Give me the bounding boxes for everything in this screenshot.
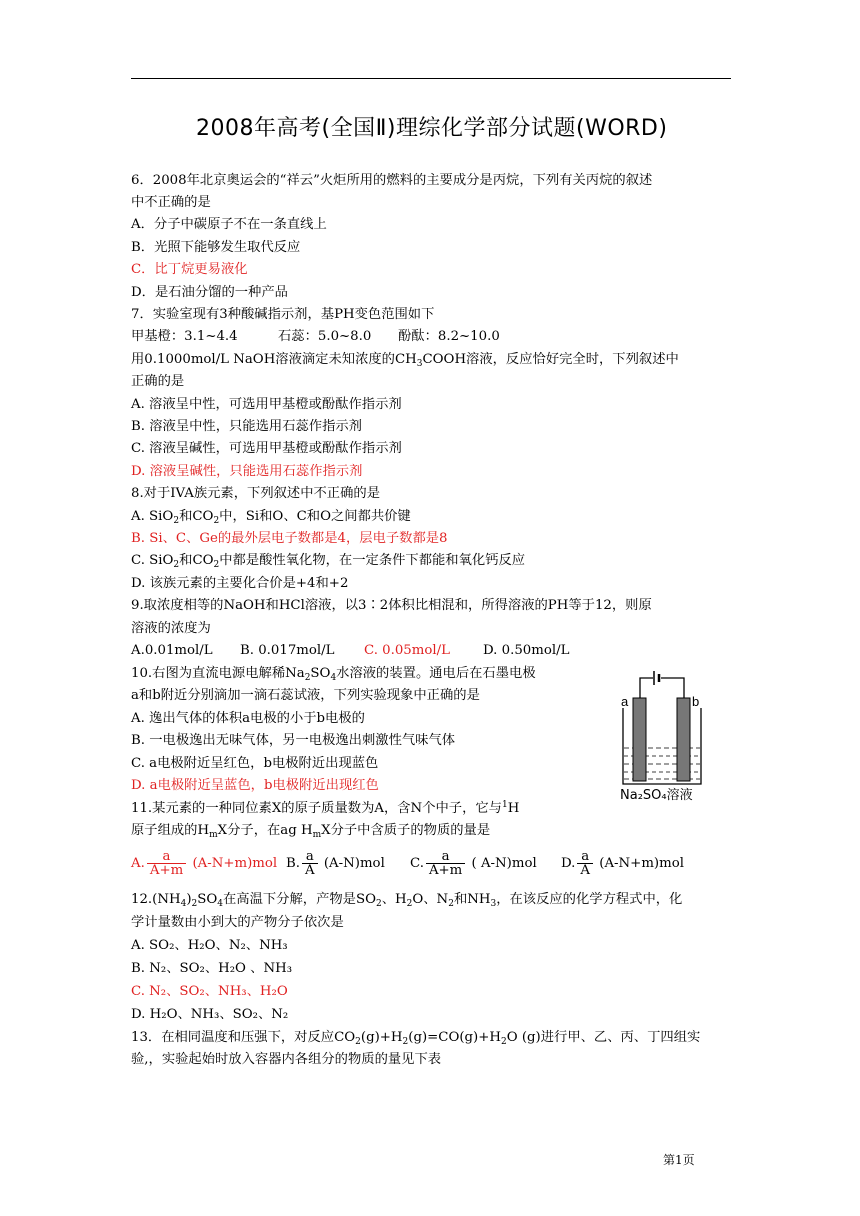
q12-option-c-answer: C. N₂、SO₂、NH₃、H₂O bbox=[131, 984, 288, 999]
q9-option-a: A.0.01mol/L bbox=[131, 643, 213, 658]
q10-option-a: A. 逸出气体的体积a电极的小于b电极的 bbox=[131, 711, 365, 726]
q7-option-a: A. 溶液呈中性，可选用甲基橙或酚酞作指示剂 bbox=[131, 397, 402, 412]
q12-stem-line1: $12.(NH_4)_2SO_4$在高温下分解，产物是$SO_2$、$H_2O$、$N_2$和$NH_3$，在该反应的化学方程式中，化 bbox=[131, 892, 683, 909]
q10-option-d-answer: D. a电极附近呈蓝色，b电极附近出现红色 bbox=[131, 778, 379, 793]
q9-stem-line1: 9.取浓度相等的NaOH和HCl溶液，以3∶2体积比相混和，所得溶液的PH等于12，则原 bbox=[131, 598, 652, 613]
q6-option-a: A．分子中碳原子不在一条直线上 bbox=[131, 217, 327, 232]
q13-stem-line1: 13．在相同温度和压强下，对反应$CO_2(g)+H_2(g)=CO(g)+H_2O$ (g)进行甲、乙、丙、丁四组实 bbox=[131, 1030, 701, 1047]
q11-option-b: B. $\frac{a}{A}$ (A-N)mol bbox=[286, 849, 385, 878]
figure-caption: Na₂SO₄溶液 bbox=[620, 788, 693, 803]
q12-option-a: A. SO₂、H₂O、N₂、NH₃ bbox=[131, 938, 288, 953]
q12-stem-line2: 学计量数由小到大的产物分子依次是 bbox=[131, 915, 344, 930]
q7-stem-line2: 用0.1000mol/L NaOH溶液滴定未知浓度的$CH_3COOH$溶液，反应恰好完全时，下列叙述中 bbox=[131, 352, 679, 369]
q8-stem: 8.对于IVA族元素，下列叙述中不正确的是 bbox=[131, 486, 380, 501]
q6-option-d: D．是石油分馏的一种产品 bbox=[131, 285, 288, 300]
q9-option-c-answer: C. 0.05mol/L bbox=[364, 643, 450, 658]
q9-option-d: D. 0.50mol/L bbox=[483, 643, 570, 658]
q11-option-c: C. $\frac{a}{A+m}$ ( A-N)mol bbox=[410, 849, 537, 878]
q11-option-a-answer: A. $\frac{a}{A+m}$ (A-N+m)mol bbox=[131, 849, 278, 878]
q6-option-c-answer: C．比丁烷更易液化 bbox=[131, 262, 248, 277]
q7-indicator-litmus: 石蕊：5.0~8.0 bbox=[278, 329, 372, 344]
q6-stem-line1: 6．2008年北京奥运会的“祥云”火炬所用的燃料的主要成分是丙烷，下列有关丙烷的叙述 bbox=[131, 173, 653, 188]
q7-indicator-methyl-orange: 甲基橙：3.1~4.4 bbox=[131, 329, 238, 344]
q7-indicator-phenolphthalein: 酚酞：8.2~10.0 bbox=[398, 329, 500, 344]
electrode-a-label: a bbox=[621, 694, 629, 709]
q10-option-c: C. a电极附近呈红色，b电极附近出现蓝色 bbox=[131, 756, 379, 771]
q7-stem-line1: 7．实验室现有3种酸碱指示剂，基PH变色范围如下 bbox=[131, 307, 435, 322]
q11-stem-line2: 原子组成的$H_mX$分子，在ag $H_mX$分子中含质子的物质的量是 bbox=[131, 823, 491, 840]
q7-option-d-answer: D. 溶液呈碱性，只能选用石蕊作指示剂 bbox=[131, 464, 363, 479]
q7-option-b: B. 溶液呈中性，只能选用石蕊作指示剂 bbox=[131, 419, 362, 434]
q8-option-c: C. SiO$_2$和$CO_2$中都是酸性氧化物，在一定条件下都能和氧化钙反应 bbox=[131, 553, 526, 570]
q8-option-b-answer: B. Si、C、Ge的最外层电子数都是4，层电子数都是8 bbox=[131, 531, 448, 546]
q7-option-c: C. 溶液呈碱性，可选用甲基橙或酚酞作指示剂 bbox=[131, 441, 402, 456]
q13-stem-line2: 验,，实验起始时放入容器内各组分的物质的量见下表 bbox=[131, 1052, 442, 1067]
q6-option-b: B．光照下能够发生取代反应 bbox=[131, 240, 301, 255]
q12-option-b: B. N₂、SO₂、H₂O 、NH₃ bbox=[131, 961, 293, 976]
q10-stem-line2: a和b附近分别滴加一滴石蕊试液，下列实验现象中正确的是 bbox=[131, 688, 480, 703]
document-title: 2008年高考(全国Ⅱ)理综化学部分试题(WORD) bbox=[196, 116, 668, 141]
q9-option-b: B. 0.017mol/L bbox=[240, 643, 335, 658]
q11-option-d: D. $\frac{a}{A}$ (A-N+m)mol bbox=[561, 849, 684, 878]
q7-stem-line3: 正确的是 bbox=[131, 374, 185, 389]
header-rule bbox=[131, 78, 731, 79]
q11-stem-line1: 11.某元素的一种同位素X的原子质量数为A，含N个中子，它与$^1$H bbox=[131, 800, 520, 816]
q6-stem-line2: 中不正确的是 bbox=[131, 195, 211, 210]
q10-stem-line1: 10.右图为直流电源电解稀$Na_2SO_4$水溶液的装置。通电后在石墨电极 bbox=[131, 666, 536, 683]
page-number: 第1页 bbox=[663, 1153, 695, 1167]
q8-option-a: A. SiO$_2$和$CO_2$中，Si和O、C和O之间都共价键 bbox=[131, 509, 411, 526]
q9-stem-line2: 溶液的浓度为 bbox=[131, 621, 211, 636]
q8-option-d: D. 该族元素的主要化合价是+4和+2 bbox=[131, 576, 349, 591]
electrode-b-label: b bbox=[692, 694, 700, 709]
q10-option-b: B. 一电极逸出无味气体，另一电极逸出刺激性气味气体 bbox=[131, 733, 456, 748]
q12-option-d: D. H₂O、NH₃、SO₂、N₂ bbox=[131, 1007, 289, 1022]
